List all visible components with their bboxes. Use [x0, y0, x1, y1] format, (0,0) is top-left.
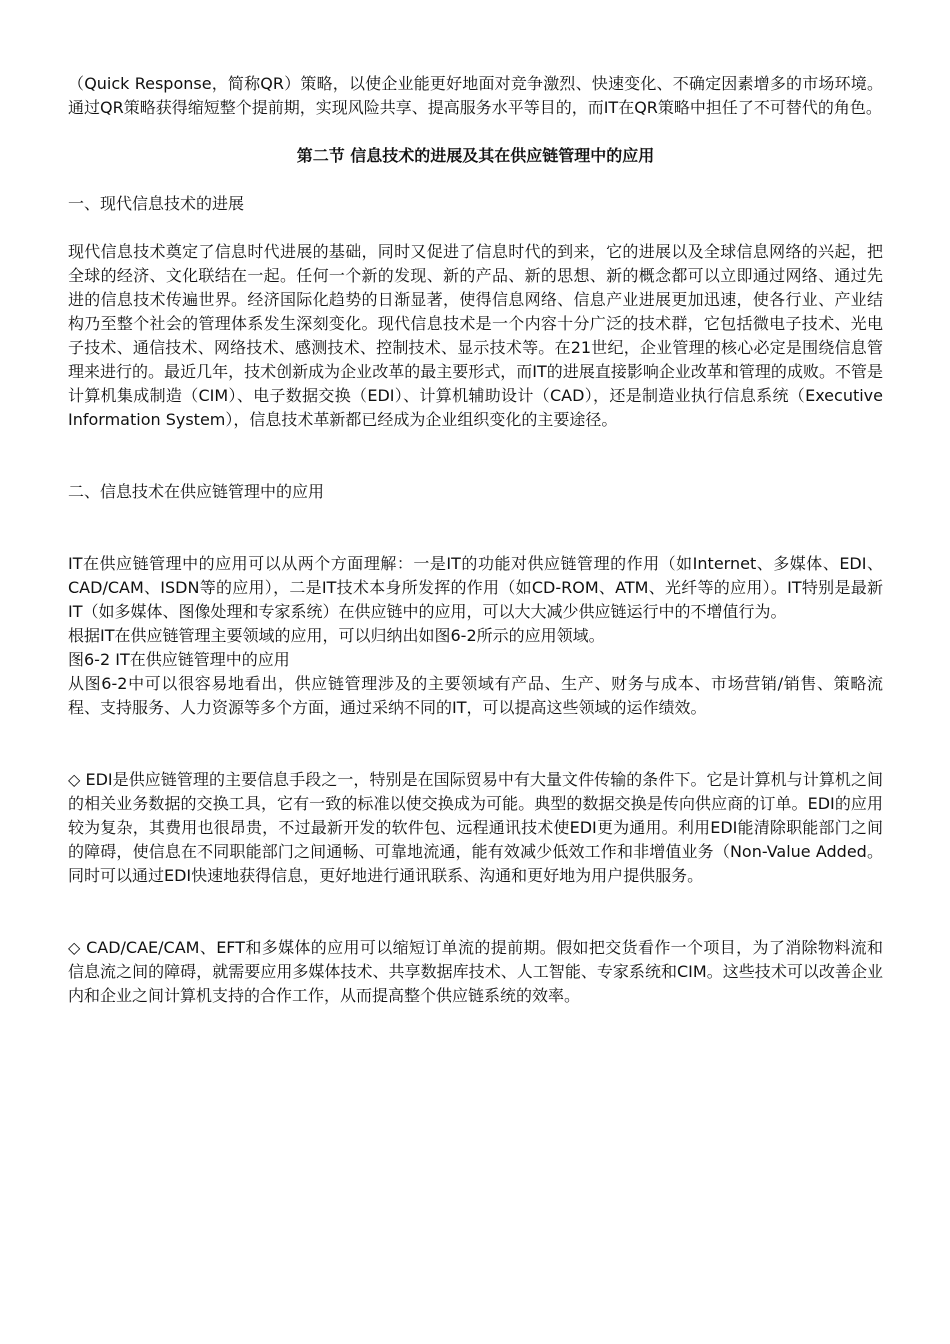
subsection-1-heading: 一、现代信息技术的进展 [68, 194, 245, 213]
section-title: 第二节 信息技术的进展及其在供应链管理中的应用 [296, 146, 655, 165]
subsection-2-paragraph-2: 根据IT在供应链管理主要领域的应用，可以归纳出如图6-2所示的应用领域。 [68, 626, 605, 645]
subsection-1-paragraph: 现代信息技术奠定了信息时代进展的基础，同时又促进了信息时代的到来，它的进展以及全球信息网络的兴起，把全球的经济、文化联结在一起。任何一个新的发现、新的产品、新的思想、新的概念都可以立即通过网络、通过先进的信息技术传遍世界。经济国际化趋势的日渐显著，使得信息网络、信息产业进展更加迅速，使各行业、产业结构乃至整个社会的管理体系发生深刻变化。现代信息技术是一个内容十分广泛的技术群，它包括微电子技术、光电子技术、通信技术、网络技术、感测技术、控制技术、显示技术等。在21世纪，企业管理的核心必定是围绕信息管理来进行的。最近几年，技术创新成为企业改革的最主要形式，而IT的进展直接影响企业改革和管理的成败。不管是计算机集成制造（CIM）、电子数据交换（EDI）、计算机辅助设计（CAD），还是制造业执行信息系统（Executive Information System），信息技术革新都已经成为企业组织变化的主要途径。 [68, 242, 883, 429]
subsection-2-paragraph-3: 从图6-2中可以很容易地看出，供应链管理涉及的主要领域有产品、生产、财务与成本、市场营销/销售、策略流程、支持服务、人力资源等多个方面，通过采纳不同的IT，可以提高这些领域的运作绩效。 [68, 674, 883, 717]
bullet-paragraph-edi: ◇ EDI是供应链管理的主要信息手段之一，特别是在国际贸易中有大量文件传输的条件下。它是计算机与计算机之间的相关业务数据的交换工具，它有一致的标准以使交换成为可能。典型的数据交换是传向供应商的订单。EDI的应用较为复杂，其费用也很昂贵，不过最新开发的软件包、远程通讯技术使EDI更为通用。利用EDI能清除职能部门之间的障碍，使信息在不同职能部门之间通畅、可靠地流通，能有效减少低效工作和非增值业务（Non-Value Added。同时可以通过EDI快速地获得信息，更好地进行通讯联系、沟通和更好地为用户提供服务。 [68, 770, 883, 885]
bullet-paragraph-cad: ◇ CAD/CAE/CAM、EFT和多媒体的应用可以缩短订单流的提前期。假如把交货看作一个项目，为了消除物料流和信息流之间的障碍，就需要应用多媒体技术、共享数据库技术、人工智能、专家系统和CIM。这些技术可以改善企业内和企业之间计算机支持的合作工作，从而提高整个供应链系统的效率。 [68, 938, 883, 1005]
document-page [68, 72, 883, 1008]
subsection-2-heading: 二、信息技术在供应链管理中的应用 [68, 482, 325, 501]
subsection-2-paragraph-1: IT在供应链管理中的应用可以从两个方面理解：一是IT的功能对供应链管理的作用（如Internet、多媒体、EDI、CAD/CAM、ISDN等的应用），二是IT技术本身所发挥的作用（如CD-ROM、ATM、光纤等的应用）。IT特别是最新IT（如多媒体、图像处理和专家系统）在供应链中的应用，可以大大减少供应链运行中的不增值行为。 [68, 554, 883, 621]
figure-caption: 图6-2 IT在供应链管理中的应用 [68, 650, 290, 669]
intro-paragraph: （Quick Response，简称QR）策略，以使企业能更好地面对竞争激烈、快速变化、不确定因素增多的市场环境。通过QR策略获得缩短整个提前期，实现风险共享、提高服务水平等目的，而IT在QR策略中担任了不可替代的角色。 [68, 74, 883, 117]
